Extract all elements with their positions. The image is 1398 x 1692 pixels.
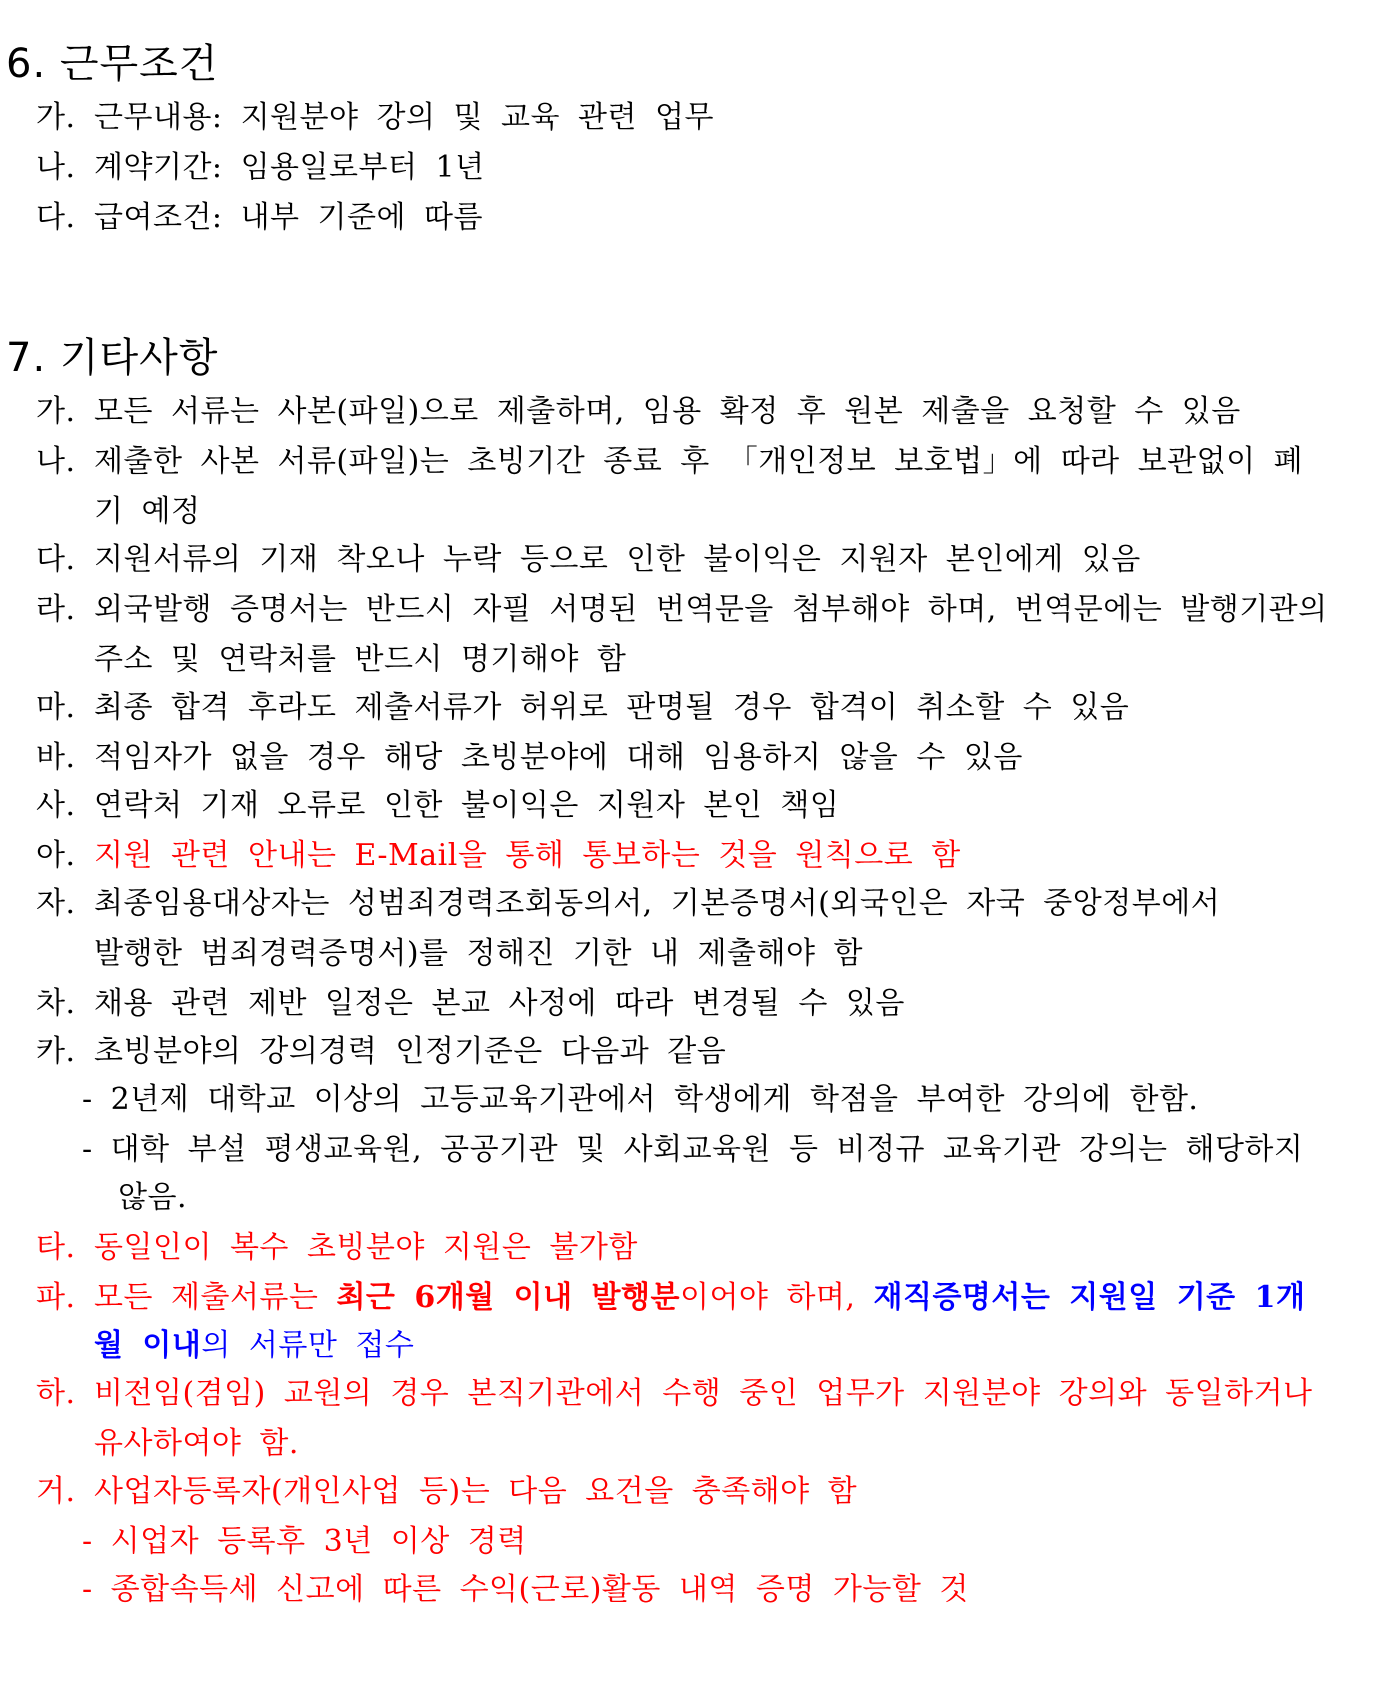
item-text: 동일인이 복수 초빙분야 지원은 불가함	[94, 1230, 638, 1265]
section-6-item-na	[36, 148, 485, 188]
section-7-item-a	[36, 836, 961, 876]
item-label: 다.	[36, 542, 76, 577]
item-label: 가.	[36, 100, 76, 135]
item-text: 최종임용대상자는 성범죄경력조회동의서, 기본증명서(외국인은 자국 중앙정부에서	[94, 886, 1221, 921]
item-label: 차.	[36, 986, 76, 1021]
item-text: 이어야 하며,	[679, 1280, 874, 1315]
item-label: 라.	[36, 592, 76, 627]
item-label: 바.	[36, 740, 76, 775]
item-label: 나.	[36, 150, 76, 185]
item-text: 채용 관련 제반 일정은 본교 사정에 따라 변경될 수 있음	[94, 986, 905, 1021]
item-text: 계약기간: 임용일로부터 1년	[94, 150, 485, 185]
section-7-item-da	[36, 540, 1141, 580]
section-7-item-ka-sub-2: - 대학 부설 평생교육원, 공공기관 및 사회교육원 등 비정규 교육기관 강의는 해당하지	[82, 1132, 1304, 1167]
item-text: 근무내용: 지원분야 강의 및 교육 관련 업무	[94, 100, 714, 135]
section-7-item-na	[36, 442, 1303, 482]
item-text: 지원서류의 기재 착오나 누락 등으로 인한 불이익은 지원자 본인에게 있음	[94, 542, 1141, 577]
section-7-item-ja	[36, 884, 1220, 924]
item-text: 외국발행 증명서는 반드시 자필 서명된 번역문을 첨부해야 하며, 번역문에는 발행기관의	[94, 592, 1328, 627]
section-7-item-ha-continuation: 유사하여야 함.	[94, 1426, 299, 1461]
item-label: 파.	[36, 1280, 76, 1315]
item-text: 연락처 기재 오류로 인한 불이익은 지원자 본인 책임	[94, 788, 840, 823]
section-7-item-ka-sub-2-continuation: 않음.	[118, 1180, 187, 1215]
item-label: 하.	[36, 1376, 76, 1411]
item-label: 거.	[36, 1474, 76, 1509]
section-7-item-ra-continuation: 주소 및 연락처를 반드시 명기해야 함	[94, 642, 627, 677]
item-label: 마.	[36, 690, 76, 725]
item-text: 급여조건: 내부 기준에 따름	[94, 200, 483, 235]
item-label: 타.	[36, 1230, 76, 1265]
section-7-item-ka-sub-1: - 2년제 대학교 이상의 고등교육기관에서 학생에게 학점을 부여한 강의에 한함.	[82, 1082, 1199, 1117]
item-label: 카.	[36, 1034, 76, 1069]
section-7-item-ma	[36, 688, 1129, 728]
section-7-item-ta	[36, 1228, 638, 1268]
item-text: 모든 제출서류는	[94, 1280, 337, 1315]
section-7-item-ga	[36, 392, 1241, 432]
section-7-heading: 7. 기타사항	[6, 335, 219, 381]
item-label: 아.	[36, 838, 76, 873]
item-label: 가.	[36, 394, 76, 429]
item-text-bold-blue: 월 이내	[94, 1328, 202, 1363]
item-text-highlight-red: 지원 관련 안내는 E-Mail을 통해 통보하는 것을 원칙으로 함	[94, 838, 961, 873]
item-text: 제출한 사본 서류(파일)는 초빙기간 종료 후 「개인정보 보호법」에 따라 보관없이 폐	[94, 444, 1304, 479]
section-7-item-pa-continuation	[94, 1326, 414, 1366]
item-text-blue: 의 서류만 접수	[201, 1328, 415, 1363]
section-6-heading: 6. 근무조건	[6, 41, 219, 87]
item-text: 초빙분야의 강의경력 인정기준은 다음과 같음	[94, 1034, 727, 1069]
section-7-item-pa	[36, 1278, 1305, 1318]
item-label: 자.	[36, 886, 76, 921]
item-text: 최종 합격 후라도 제출서류가 허위로 판명될 경우 합격이 취소할 수 있음	[94, 690, 1130, 725]
section-7-item-geo	[36, 1472, 857, 1512]
item-text: 적임자가 없을 경우 해당 초빙분야에 대해 임용하지 않을 수 있음	[94, 740, 1023, 775]
section-7-item-ra	[36, 590, 1328, 630]
item-text: 모든 서류는 사본(파일)으로 제출하며, 임용 확정 후 원본 제출을 요청할 수 있음	[94, 394, 1241, 429]
item-label: 나.	[36, 444, 76, 479]
item-text: 사업자등록자(개인사업 등)는 다음 요건을 충족해야 함	[94, 1474, 858, 1509]
item-label: 사.	[36, 788, 76, 823]
section-7-item-geo-sub-1: - 시업자 등록후 3년 이상 경력	[82, 1524, 527, 1559]
section-7-item-ha	[36, 1374, 1313, 1414]
item-text-bold-red: 최근 6개월 이내 발행분	[336, 1280, 680, 1315]
section-7-item-ba	[36, 738, 1023, 778]
section-7-item-sa	[36, 786, 839, 826]
section-7-item-cha	[36, 984, 905, 1024]
section-7-item-ka	[36, 1032, 726, 1072]
section-7-item-ja-continuation: 발행한 범죄경력증명서)를 정해진 기한 내 제출해야 함	[94, 936, 863, 971]
section-7-item-na-continuation: 기 예정	[94, 494, 201, 529]
section-6-item-ga	[36, 98, 714, 138]
item-text-bold-blue: 재직증명서는 지원일 기준 1개	[873, 1280, 1306, 1315]
item-label: 다.	[36, 200, 76, 235]
section-6-item-da	[36, 198, 483, 238]
section-7-item-geo-sub-2: - 종합속득세 신고에 따른 수익(근로)활동 내역 증명 가능할 것	[82, 1572, 969, 1607]
item-text: 비전임(겸임) 교원의 경우 본직기관에서 수행 중인 업무가 지원분야 강의와 동일하거나	[94, 1376, 1313, 1411]
